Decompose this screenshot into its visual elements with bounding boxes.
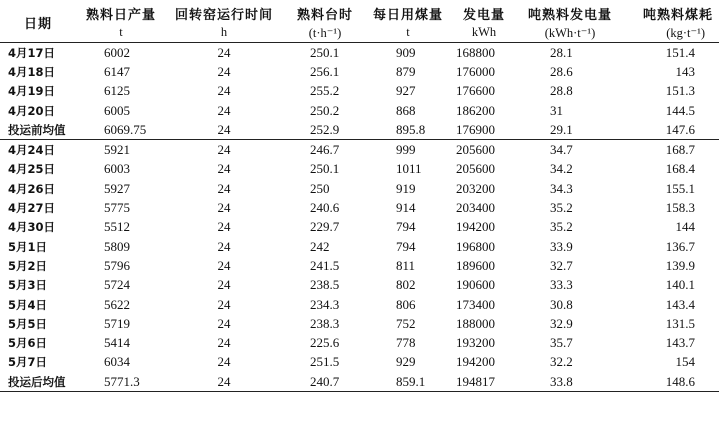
cell-power: 193200 (456, 335, 495, 351)
cell-coal-per-ton: 144.5 (665, 102, 695, 118)
cell-clinker-rate: 250.1 (310, 161, 340, 177)
cell-clinker-rate: 246.7 (310, 142, 340, 158)
cell-coal-per-ton: 148.6 (620, 372, 719, 392)
cell-coal-per-ton: 139.9 (665, 257, 695, 273)
cell-kiln-runtime: 24 (217, 335, 231, 351)
unit-coal-per-ton: (kg·t⁻¹) (620, 23, 719, 43)
cell-clinker-output: 5512 (104, 219, 130, 235)
cell-daily-coal: 909 (396, 44, 416, 60)
cell-date: 5月1日 (8, 239, 48, 254)
cell-clinker-rate: 241.5 (310, 257, 340, 273)
cell-kiln-runtime: 24 (217, 44, 231, 60)
header-power: 发电量 (462, 8, 505, 23)
cell-daily-coal: 802 (396, 277, 416, 293)
cell-power-per-ton: 35.2 (550, 200, 573, 216)
cell-kiln-runtime: 24 (217, 200, 231, 216)
cell-power-per-ton: 31 (550, 102, 563, 118)
cell-daily-coal: 919 (396, 180, 416, 196)
cell-kiln-runtime: 24 (166, 120, 282, 140)
cell-coal-per-ton: 151.3 (665, 83, 695, 99)
table-row (0, 314, 719, 333)
cell-power-per-ton: 35.7 (550, 335, 573, 351)
cell-kiln-runtime: 24 (166, 372, 282, 392)
header-coal-per-ton: 吨熟料煤耗 (642, 8, 713, 23)
cell-date: 5月5日 (8, 316, 48, 331)
cell-clinker-rate: 229.7 (310, 219, 340, 235)
cell-daily-coal: 914 (396, 200, 416, 216)
table-row (0, 43, 719, 63)
cell-power: 196800 (456, 238, 495, 254)
unit-power: kWh (448, 23, 520, 43)
table-row (0, 120, 719, 140)
table-row (0, 101, 719, 120)
table-row (0, 179, 719, 198)
cell-power: 194200 (456, 354, 495, 370)
cell-date: 4月19日 (8, 84, 56, 99)
cell-clinker-output: 5771.3 (76, 372, 166, 392)
cell-clinker-output: 6003 (104, 161, 130, 177)
cell-clinker-output: 5809 (104, 238, 130, 254)
cell-power-per-ton: 32.9 (550, 315, 573, 331)
cell-date: 4月27日 (8, 201, 56, 216)
cell-kiln-runtime: 24 (217, 83, 231, 99)
cell-power: 190600 (456, 277, 495, 293)
table-row (0, 82, 719, 101)
cell-daily-coal: 929 (396, 354, 416, 370)
cell-coal-per-ton: 168.4 (665, 161, 695, 177)
cell-clinker-rate: 256.1 (310, 63, 340, 79)
cell-coal-per-ton: 143 (675, 63, 695, 79)
cell-coal-per-ton: 155.1 (665, 180, 695, 196)
cell-coal-per-ton: 144 (675, 219, 695, 235)
cell-daily-coal: 794 (396, 219, 416, 235)
cell-power: 203200 (456, 180, 495, 196)
table-row (0, 218, 719, 237)
cell-daily-coal: 811 (396, 257, 416, 273)
table-row (0, 256, 719, 275)
cell-date: 5月6日 (8, 336, 48, 351)
table-row (0, 353, 719, 372)
cell-clinker-rate: 251.5 (310, 354, 340, 370)
cell-clinker-rate: 240.6 (310, 200, 340, 216)
cell-kiln-runtime: 24 (217, 257, 231, 273)
cell-date: 5月7日 (8, 355, 48, 370)
cell-coal-per-ton: 143.7 (665, 335, 695, 351)
cell-power: 194200 (456, 219, 495, 235)
cell-power-per-ton: 28.8 (550, 83, 573, 99)
header-power-per-ton: 吨熟料发电量 (527, 8, 612, 23)
cell-power-per-ton: 28.1 (550, 44, 573, 60)
cell-power: 205600 (456, 142, 495, 158)
cell-power-per-ton: 33.8 (520, 372, 620, 392)
cell-daily-coal: 927 (396, 83, 416, 99)
cell-kiln-runtime: 24 (217, 219, 231, 235)
cell-power: 188000 (456, 315, 495, 331)
cell-clinker-rate: 250.2 (310, 102, 340, 118)
header-clinker-rate: 熟料台时 (296, 8, 353, 23)
cell-power: 205600 (456, 161, 495, 177)
cell-kiln-runtime: 24 (217, 296, 231, 312)
cell-power-per-ton: 30.8 (550, 296, 573, 312)
cell-coal-per-ton: 131.5 (665, 315, 695, 331)
cell-date: 4月26日 (8, 181, 56, 196)
cell-power-per-ton: 33.3 (550, 277, 573, 293)
cell-date: 4月17日 (8, 45, 56, 60)
cell-clinker-rate: 250.1 (310, 44, 340, 60)
cell-date: 5月4日 (8, 297, 48, 312)
table-row (0, 333, 719, 352)
cell-clinker-rate: 240.7 (282, 372, 368, 392)
cell-power: 189600 (456, 257, 495, 273)
cell-kiln-runtime: 24 (217, 354, 231, 370)
header-daily-coal: 每日用煤量 (372, 8, 443, 23)
cell-clinker-output: 5796 (104, 257, 130, 273)
cell-daily-coal: 806 (396, 296, 416, 312)
cell-kiln-runtime: 24 (217, 142, 231, 158)
cell-clinker-rate: 225.6 (310, 335, 340, 351)
unit-daily-coal: t (368, 23, 448, 43)
table-row (0, 237, 719, 256)
table-row (0, 62, 719, 81)
cell-power-per-ton: 33.9 (550, 238, 573, 254)
data-table (0, 3, 719, 392)
cell-coal-per-ton: 168.7 (665, 142, 695, 158)
cell-date: 4月25日 (8, 162, 56, 177)
cell-clinker-output: 6034 (104, 354, 130, 370)
cell-power: 176900 (448, 120, 520, 140)
cell-clinker-output: 6125 (104, 83, 130, 99)
cell-clinker-rate: 252.9 (282, 120, 368, 140)
cell-power-per-ton: 32.7 (550, 257, 573, 273)
cell-kiln-runtime: 24 (217, 277, 231, 293)
cell-power-per-ton: 35.2 (550, 219, 573, 235)
cell-power-per-ton: 34.3 (550, 180, 573, 196)
header-clinker-output: 熟料日产量 (85, 8, 156, 23)
cell-daily-coal: 999 (396, 142, 416, 158)
cell-coal-per-ton: 151.4 (665, 44, 695, 60)
cell-daily-coal: 794 (396, 238, 416, 254)
unit-clinker-rate: (t·h⁻¹) (282, 23, 368, 43)
unit-power-per-ton: (kWh·t⁻¹) (520, 23, 620, 43)
cell-power: 186200 (456, 102, 495, 118)
cell-kiln-runtime: 24 (217, 315, 231, 331)
unit-kiln-runtime: h (166, 23, 282, 43)
cell-clinker-output: 6069.75 (76, 120, 166, 140)
cell-clinker-output: 6002 (104, 44, 130, 60)
table-header (0, 3, 719, 43)
cell-date: 4月20日 (8, 103, 56, 118)
cell-date: 4月24日 (8, 143, 56, 158)
cell-clinker-rate: 238.5 (310, 277, 340, 293)
cell-date: 投运后均值 (0, 372, 76, 392)
cell-daily-coal: 1011 (396, 161, 422, 177)
table-row (0, 295, 719, 314)
cell-clinker-rate: 234.3 (310, 296, 340, 312)
cell-kiln-runtime: 24 (217, 238, 231, 254)
header-date: 日期 (0, 3, 76, 43)
cell-clinker-rate: 255.2 (310, 83, 340, 99)
cell-coal-per-ton: 140.1 (665, 277, 695, 293)
cell-power: 176000 (456, 63, 495, 79)
cell-date: 4月30日 (8, 220, 56, 235)
cell-power-per-ton: 32.2 (550, 354, 573, 370)
cell-daily-coal: 868 (396, 102, 416, 118)
unit-clinker-output: t (76, 23, 166, 43)
cell-kiln-runtime: 24 (217, 161, 231, 177)
cell-clinker-output: 5775 (104, 200, 130, 216)
cell-coal-per-ton: 143.4 (665, 296, 695, 312)
cell-date: 投运前均值 (0, 120, 76, 140)
cell-kiln-runtime: 24 (217, 63, 231, 79)
cell-power: 173400 (456, 296, 495, 312)
cell-coal-per-ton: 154 (675, 354, 695, 370)
header-kiln-runtime: 回转窑运行时间 (174, 8, 273, 23)
table-row (0, 276, 719, 295)
cell-power: 176600 (456, 83, 495, 99)
cell-power-per-ton: 34.7 (550, 142, 573, 158)
cell-kiln-runtime: 24 (217, 102, 231, 118)
cell-clinker-output: 5414 (104, 335, 130, 351)
cell-date: 4月18日 (8, 64, 56, 79)
cell-clinker-output: 6005 (104, 102, 130, 118)
cell-daily-coal: 859.1 (368, 372, 448, 392)
cell-coal-per-ton: 147.6 (620, 120, 719, 140)
cell-date: 5月2日 (8, 258, 48, 273)
table-row (0, 372, 719, 392)
cell-daily-coal: 778 (396, 335, 416, 351)
cell-power: 203400 (456, 200, 495, 216)
cell-date: 5月3日 (8, 278, 48, 293)
cell-clinker-output: 5927 (104, 180, 130, 196)
cell-clinker-output: 5921 (104, 142, 130, 158)
cell-clinker-rate: 250 (310, 180, 330, 196)
table-row (0, 198, 719, 217)
cell-clinker-output: 5724 (104, 277, 130, 293)
cell-clinker-output: 6147 (104, 63, 130, 79)
cell-kiln-runtime: 24 (217, 180, 231, 196)
cell-power-per-ton: 28.6 (550, 63, 573, 79)
table-body (0, 43, 719, 392)
cell-daily-coal: 895.8 (368, 120, 448, 140)
cell-power-per-ton: 34.2 (550, 161, 573, 177)
cell-power: 168800 (456, 44, 495, 60)
cell-clinker-output: 5719 (104, 315, 130, 331)
cell-clinker-output: 5622 (104, 296, 130, 312)
cell-daily-coal: 879 (396, 63, 416, 79)
cell-daily-coal: 752 (396, 315, 416, 331)
table-row (0, 140, 719, 160)
cell-clinker-rate: 242 (310, 238, 330, 254)
cell-coal-per-ton: 158.3 (665, 200, 695, 216)
cell-power-per-ton: 29.1 (520, 120, 620, 140)
cell-coal-per-ton: 136.7 (665, 238, 695, 254)
table-row (0, 160, 719, 179)
cell-power: 194817 (448, 372, 520, 392)
cell-clinker-rate: 238.3 (310, 315, 340, 331)
